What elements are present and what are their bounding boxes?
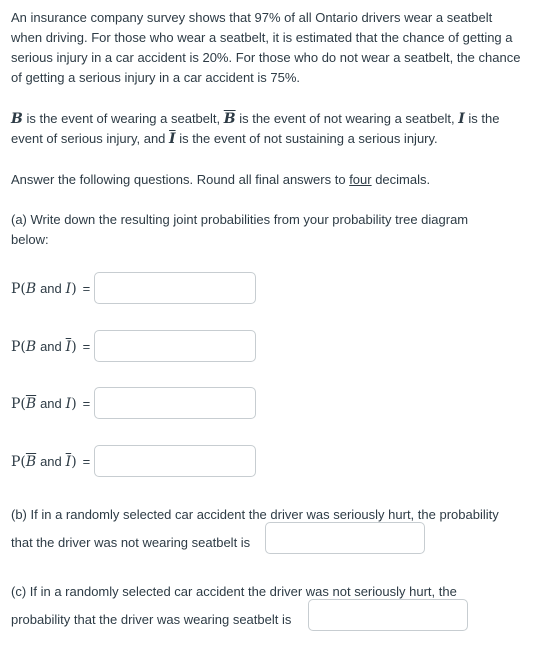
part-c-line: probability that the driver was wearing seatbelt is (11, 612, 292, 627)
row-p-b-and-i (11, 270, 256, 306)
definition-text: is the event of not sustaining a serious injury. (175, 131, 438, 146)
part-a-prompt (11, 210, 468, 250)
definition-text: is the event of not wearing a seatbelt, (235, 111, 459, 126)
part-b-line: (b) If in a randomly selected car accident the driver was seriously hurt, the probability (11, 507, 499, 522)
label-p-bbar-and-ibar: $P(\overline{B}$ and $\overline{I}$) (11, 453, 77, 470)
answer-input-p-b-and-ibar[interactable] (94, 330, 256, 362)
label-p-b-and-ibar: P(B and $\overline{I}$) (11, 338, 77, 355)
part-a-line: (a) Write down the resulting joint probabilities from your probability tree diagram (11, 212, 469, 227)
part-b-line: that the driver was not wearing seatbelt is (11, 535, 251, 550)
intro-paragraph (11, 8, 520, 88)
instructions-underlined: four (349, 172, 372, 187)
part-c-line: (c) If in a randomly selected car accident the driver was not seriously hurt, the (11, 584, 457, 599)
answer-input-p-b-and-i[interactable] (94, 272, 256, 304)
intro-line: when driving. For those who wear a seatbelt, it is estimated that the chance of getting a (11, 30, 513, 45)
equals-sign: = (82, 280, 91, 296)
label-p-b-and-i: P(B and I) (11, 280, 77, 297)
definition-text: event of serious injury, and (11, 131, 170, 146)
part-a-line: below: (11, 232, 49, 247)
row-p-bbar-and-i (11, 385, 256, 421)
answer-input-p-bbar-and-ibar[interactable] (94, 445, 256, 477)
definitions-paragraph (11, 109, 499, 149)
equals-sign: = (82, 453, 91, 469)
symbol-b: B (11, 111, 23, 127)
equals-sign: = (82, 338, 91, 354)
row-p-b-and-ibar (11, 328, 256, 364)
instructions-text: Answer the following questions. Round all final answers to (11, 172, 350, 187)
definition-text: is the event of wearing a seatbelt, (22, 111, 224, 126)
part-b-prompt (11, 501, 499, 557)
intro-line: An insurance company survey shows that 97% of all Ontario drivers wear a seatbelt (11, 10, 493, 25)
answer-input-p-bbar-and-i[interactable] (94, 387, 256, 419)
label-p-bbar-and-i: $P(\overline{B}$ and I) (11, 395, 77, 412)
intro-line: of getting a serious injury in a car accident is 75%. (11, 70, 301, 85)
symbol-b-bar: $\overline{B}$ (223, 111, 236, 127)
answer-input-part-b[interactable] (265, 522, 425, 554)
definition-text: is the (464, 111, 500, 126)
row-p-bbar-and-ibar (11, 443, 256, 479)
symbol-i-bar: $\overline{I}$ (169, 131, 176, 147)
intro-line: serious injury in a car accident is 20%. For those who do not wear a seatbelt, the chance (11, 50, 521, 65)
instructions-text: decimals. (371, 172, 431, 187)
equals-sign: = (82, 395, 91, 411)
symbol-i: I (458, 111, 465, 127)
instructions (11, 170, 430, 190)
answer-input-part-c[interactable] (308, 599, 468, 631)
